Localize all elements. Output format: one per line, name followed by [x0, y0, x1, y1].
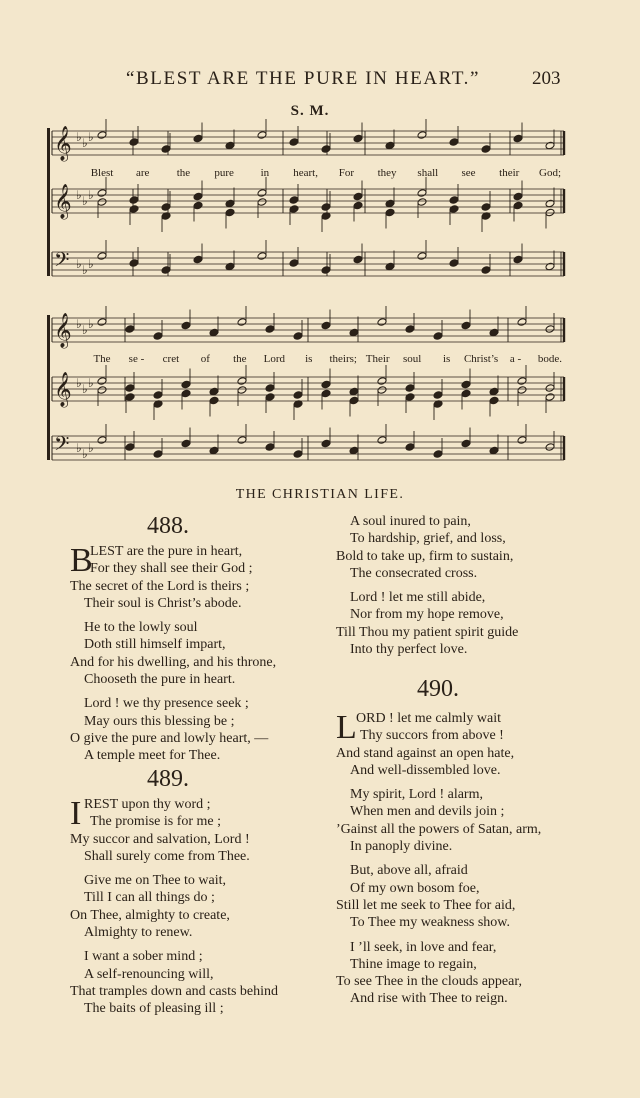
note-head — [265, 443, 275, 452]
verse-line: My succor and salvation, Lord ! — [70, 831, 250, 847]
lyric-syllable: the — [176, 167, 191, 179]
verse-line: ORD ! let me calmly wait — [356, 711, 502, 726]
note-head — [349, 446, 359, 455]
lyric-syllable: theirs; — [329, 353, 357, 365]
flat-icon: ♭ — [88, 188, 94, 202]
note-head — [449, 205, 459, 214]
lyric-syllable: The — [93, 353, 111, 365]
verse-line: To hardship, grief, and loss, — [350, 531, 506, 547]
lyric-syllable: soul — [402, 353, 422, 365]
note-head — [225, 141, 235, 150]
note-head — [97, 436, 107, 445]
note-head — [433, 332, 443, 341]
verse-line: Bold to take up, firm to sustain, — [336, 548, 514, 564]
note-head — [181, 380, 191, 389]
note-head — [225, 199, 235, 208]
note-head — [545, 443, 555, 452]
note-head — [377, 386, 387, 395]
page-number: 203 — [532, 68, 561, 89]
note-head — [349, 396, 359, 405]
note-head — [353, 192, 363, 201]
verse-line: When men and devils join ; — [350, 804, 505, 820]
hymn-489-text — [70, 796, 330, 1018]
note-head — [293, 332, 303, 341]
note-head — [181, 389, 191, 398]
drop-cap: L — [336, 709, 357, 746]
lyric-syllable: shall — [417, 167, 439, 179]
verse-line: The promise is for me ; — [90, 814, 222, 830]
hymn-number-490: 490. — [417, 676, 459, 702]
note-head — [489, 446, 499, 455]
verse-line: To Thee my weakness show. — [350, 915, 510, 931]
note-head — [181, 439, 191, 448]
verse-line: But, above all, afraid — [350, 863, 468, 879]
lyric-syllable: the — [233, 353, 247, 365]
note-head — [265, 325, 275, 334]
flat-icon: ♭ — [76, 441, 82, 455]
note-head — [405, 443, 415, 452]
hymn-number-489: 489. — [147, 766, 189, 792]
note-head — [265, 393, 275, 402]
lyric-syllable: For — [338, 167, 354, 179]
note-head — [193, 255, 203, 264]
note-head — [321, 439, 331, 448]
note-head — [153, 391, 163, 400]
note-head — [161, 203, 171, 212]
note-head — [513, 134, 523, 143]
note-head — [481, 145, 491, 154]
note-head — [405, 325, 415, 334]
note-head — [449, 259, 459, 268]
lyric-syllable: cret — [162, 353, 180, 365]
lyric-syllable: is — [305, 353, 313, 365]
flat-icon: ♭ — [76, 257, 82, 271]
lyric-syllable: in — [260, 167, 270, 179]
note-head — [545, 199, 555, 208]
lyric-syllable: are — [136, 167, 150, 179]
note-head — [257, 198, 267, 207]
meter-label: S. M. — [290, 103, 330, 119]
note-head — [433, 391, 443, 400]
note-head — [385, 208, 395, 217]
drop-cap: B — [70, 542, 93, 579]
verse-line: Give me on Thee to wait, — [84, 873, 227, 889]
note-head — [417, 252, 427, 261]
verse-line: Thine image to regain, — [350, 956, 477, 972]
note-head — [513, 192, 523, 201]
verse-line: To see Thee in the clouds appear, — [336, 974, 522, 990]
note-head — [129, 196, 139, 205]
note-head — [125, 384, 135, 393]
verse-line: The consecrated cross. — [350, 565, 478, 581]
flat-icon: ♭ — [76, 130, 82, 144]
note-head — [377, 318, 387, 327]
note-head — [97, 252, 107, 261]
note-head — [321, 203, 331, 212]
drop-cap: I — [70, 795, 82, 832]
verse-line: LEST are the pure in heart, — [90, 544, 243, 559]
verse-line: Lord ! let me still abide, — [350, 590, 486, 606]
note-head — [321, 145, 331, 154]
verse-line: Their soul is Christ’s abode. — [84, 595, 242, 611]
verse-line: May ours this blessing be ; — [84, 713, 235, 729]
note-head — [545, 141, 555, 150]
flat-icon: ♭ — [82, 323, 88, 337]
note-head — [289, 138, 299, 147]
note-head — [265, 384, 275, 393]
lyric-syllable: Their — [365, 353, 390, 365]
verse-line: On Thee, almighty to create, — [70, 907, 230, 923]
verse-line: Till Thou my patient spirit guide — [336, 624, 519, 640]
verse-line: Almighty to renew. — [84, 925, 193, 941]
verse-line: A self-renouncing will, — [84, 966, 214, 982]
note-head — [545, 393, 555, 402]
treble-clef-icon: 𝄞 — [54, 372, 72, 407]
note-head — [433, 450, 443, 459]
verse-line: My spirit, Lord ! alarm, — [350, 787, 483, 803]
note-head — [209, 446, 219, 455]
note-head — [545, 325, 555, 334]
verse-line: And rise with Thee to reign. — [350, 991, 508, 1007]
note-head — [449, 138, 459, 147]
verse-line: And for his dwelling, and his throne, — [70, 654, 277, 670]
note-head — [293, 450, 303, 459]
flat-icon: ♭ — [88, 376, 94, 390]
lyric-syllable: a - — [509, 353, 522, 365]
note-head — [289, 196, 299, 205]
note-head — [209, 328, 219, 337]
verse-line: A temple meet for Thee. — [84, 748, 221, 764]
lyric-syllable: God; — [539, 167, 561, 179]
flat-icon: ♭ — [76, 376, 82, 390]
flat-icon: ♭ — [82, 136, 88, 150]
verse-line: O give the pure and lowly heart, — — [70, 730, 269, 746]
verse-line: Till I can all things do ; — [84, 890, 215, 906]
note-head — [385, 262, 395, 271]
verse-line: Lord ! we thy presence seek ; — [84, 696, 249, 712]
note-head — [97, 198, 107, 207]
verse-line: And stand against an open hate, — [336, 745, 515, 761]
note-head — [125, 325, 135, 334]
note-head — [377, 436, 387, 445]
flat-icon: ♭ — [88, 441, 94, 455]
flat-icon: ♭ — [88, 130, 94, 144]
verse-line: Nor from my hope remove, — [350, 607, 504, 623]
verse-line: REST upon thy word ; — [84, 797, 211, 812]
lyric-syllable: bode. — [537, 353, 563, 365]
verse-line: Shall surely come from Thee. — [84, 848, 250, 864]
lyric-syllable: heart, — [293, 167, 318, 179]
verse-line: I ’ll seek, in love and fear, — [350, 939, 497, 955]
note-head — [489, 396, 499, 405]
flat-icon: ♭ — [76, 188, 82, 202]
hymn-number-488: 488. — [147, 513, 189, 539]
running-header: “BLEST ARE THE PURE IN HEART.” — [125, 68, 480, 89]
note-head — [153, 332, 163, 341]
note-head — [209, 387, 219, 396]
note-head — [129, 138, 139, 147]
note-head — [353, 134, 363, 143]
note-head — [129, 259, 139, 268]
bass-clef-icon: 𝄢 — [54, 432, 70, 460]
note-head — [225, 208, 235, 217]
note-head — [385, 141, 395, 150]
lyric-syllable: Lord — [263, 353, 285, 365]
note-head — [97, 131, 107, 140]
note-head — [225, 262, 235, 271]
verse-line: ’Gainst all the powers of Satan, arm, — [336, 821, 542, 837]
note-head — [545, 208, 555, 217]
note-head — [125, 393, 135, 402]
note-head — [417, 131, 427, 140]
note-head — [289, 205, 299, 214]
note-head — [349, 387, 359, 396]
note-head — [517, 386, 527, 395]
lyric-syllable: Blest — [90, 167, 114, 179]
note-head — [489, 387, 499, 396]
note-head — [321, 321, 331, 330]
note-head — [545, 384, 555, 393]
hymn-489-continued — [336, 513, 606, 658]
note-head — [545, 262, 555, 271]
treble-clef-icon: 𝄞 — [54, 313, 72, 348]
note-head — [321, 380, 331, 389]
verse-line: Chooseth the pure in heart. — [84, 672, 236, 688]
lyric-syllable: Christ’s — [463, 353, 499, 365]
note-head — [489, 328, 499, 337]
note-head — [349, 328, 359, 337]
note-head — [449, 196, 459, 205]
system-bracket — [47, 315, 50, 460]
note-head — [321, 266, 331, 275]
note-head — [153, 450, 163, 459]
lyric-syllable: pure — [214, 167, 234, 179]
note-head — [377, 377, 387, 386]
verse-line: And well-dissembled love. — [350, 762, 501, 778]
note-head — [481, 266, 491, 275]
note-head — [405, 384, 415, 393]
verse-line: Into thy perfect love. — [350, 642, 468, 658]
lyric-syllable: se - — [128, 353, 145, 365]
verse-line: For they shall see their God ; — [90, 561, 253, 577]
note-head — [517, 436, 527, 445]
note-head — [237, 386, 247, 395]
verse-line: I want a sober mind ; — [84, 949, 203, 965]
note-head — [385, 199, 395, 208]
note-head — [461, 389, 471, 398]
flat-icon: ♭ — [88, 257, 94, 271]
note-head — [129, 205, 139, 214]
note-head — [193, 201, 203, 210]
note-head — [289, 259, 299, 268]
note-head — [417, 189, 427, 198]
verse-line: A soul inured to pain, — [350, 514, 471, 529]
verse-line: That tramples down and casts behind — [70, 983, 279, 999]
treble-clef-icon: 𝄞 — [54, 126, 72, 161]
note-head — [97, 189, 107, 198]
verse-line: Thy succors from above ! — [360, 728, 504, 744]
section-title: THE CHRISTIAN LIFE. — [235, 487, 405, 502]
flat-icon: ♭ — [82, 194, 88, 208]
note-head — [517, 318, 527, 327]
verse-line: He to the lowly soul — [84, 620, 198, 636]
note-head — [513, 255, 523, 264]
hymn-488-text — [70, 543, 330, 765]
note-head — [257, 189, 267, 198]
verse-line: In panoply divine. — [350, 839, 453, 855]
note-head — [237, 436, 247, 445]
note-head — [97, 318, 107, 327]
treble-clef-icon: 𝄞 — [54, 184, 72, 219]
note-head — [461, 321, 471, 330]
note-head — [461, 380, 471, 389]
lyric-syllable: they — [377, 167, 397, 179]
note-head — [237, 377, 247, 386]
note-head — [125, 443, 135, 452]
note-head — [321, 389, 331, 398]
flat-icon: ♭ — [88, 317, 94, 331]
note-head — [237, 318, 247, 327]
note-head — [257, 252, 267, 261]
lyric-syllable: see — [461, 167, 476, 179]
note-head — [161, 266, 171, 275]
note-head — [193, 192, 203, 201]
flat-icon: ♭ — [76, 317, 82, 331]
system-bracket — [47, 128, 50, 276]
verse-line: Doth still himself impart, — [84, 637, 226, 653]
note-head — [181, 321, 191, 330]
lyric-syllable: of — [200, 353, 210, 365]
bass-clef-icon: 𝄢 — [54, 248, 70, 276]
note-head — [405, 393, 415, 402]
note-head — [97, 377, 107, 386]
flat-icon: ♭ — [82, 263, 88, 277]
verse-line: Of my own bosom foe, — [350, 880, 480, 896]
note-head — [353, 201, 363, 210]
note-head — [517, 377, 527, 386]
note-head — [513, 201, 523, 210]
note-head — [257, 131, 267, 140]
note-head — [481, 203, 491, 212]
lyric-syllable: is — [442, 353, 451, 365]
flat-icon: ♭ — [82, 447, 88, 461]
note-head — [417, 198, 427, 207]
verse-line: The baits of pleasing ill ; — [84, 1001, 224, 1017]
note-head — [97, 386, 107, 395]
verse-line: The secret of the Lord is theirs ; — [70, 578, 250, 594]
note-head — [461, 439, 471, 448]
note-head — [161, 145, 171, 154]
note-head — [353, 255, 363, 264]
note-head — [293, 391, 303, 400]
verse-line: Still let me seek to Thee for aid, — [336, 897, 516, 913]
flat-icon: ♭ — [82, 382, 88, 396]
music-score — [0, 0, 640, 480]
hymn-490-text — [336, 710, 606, 1008]
lyric-syllable: their — [499, 167, 520, 179]
note-head — [193, 134, 203, 143]
note-head — [209, 396, 219, 405]
